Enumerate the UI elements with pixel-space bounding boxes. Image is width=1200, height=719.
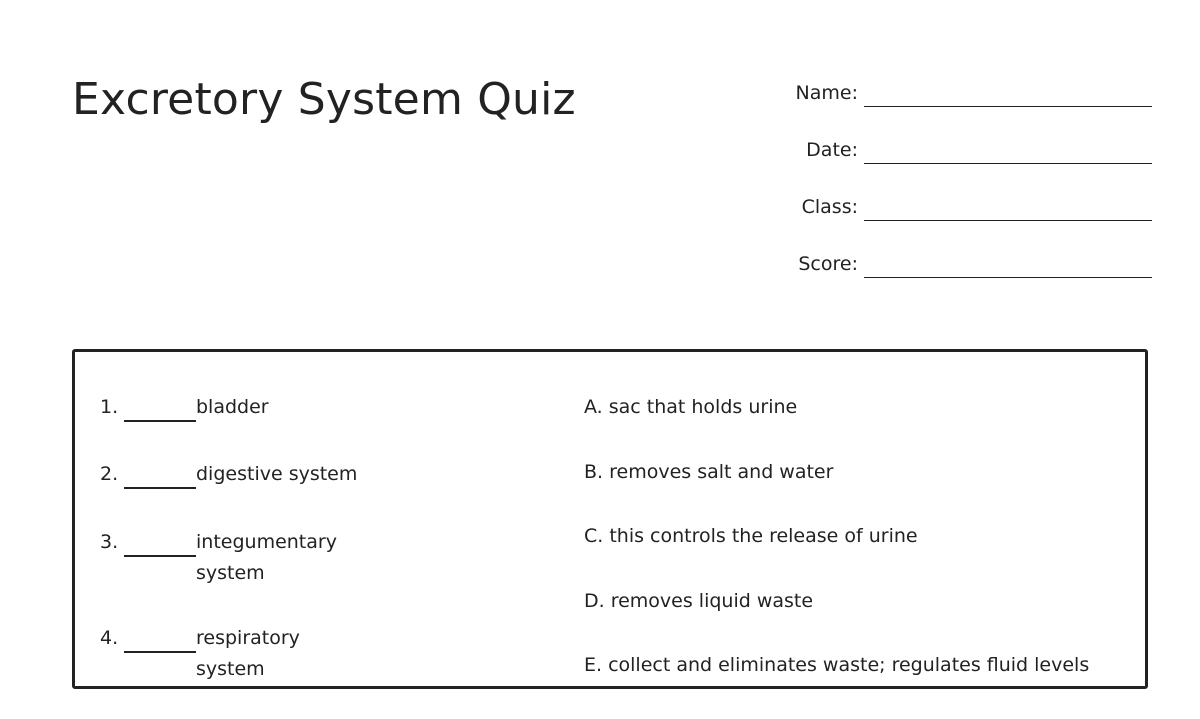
name-field (760, 76, 1152, 107)
term-number: 2. (100, 463, 119, 485)
score-label: Score: (798, 253, 858, 275)
student-info-fields (760, 76, 1152, 278)
date-input-line[interactable] (864, 135, 1152, 164)
term-number: 4. (100, 627, 119, 649)
term-text: bladder (196, 396, 269, 418)
date-label: Date: (806, 139, 858, 161)
definition-item: A. sac that holds urine (584, 396, 798, 418)
term-number: 3. (100, 531, 119, 553)
score-field (760, 221, 1152, 278)
terms-list (100, 392, 500, 719)
term-text: integumentary system (196, 531, 337, 584)
term-item (100, 392, 500, 459)
definition-item: E. collect and eliminates waste; regulates fluid levels (584, 654, 1090, 676)
definition-item: C. this controls the release of urine (584, 525, 918, 547)
answer-blank[interactable] (124, 392, 196, 422)
term-text: digestive system (196, 463, 358, 485)
answer-blank[interactable] (124, 527, 196, 557)
score-input-line[interactable] (864, 249, 1152, 278)
definition-item: D. removes liquid waste (584, 589, 814, 612)
term-item (100, 459, 500, 527)
term-item (100, 527, 500, 623)
definition-item: B. removes salt and water (584, 460, 834, 483)
date-field (760, 107, 1152, 164)
matching-questions-box (72, 349, 1148, 689)
page-title: Excretory System Quiz (72, 74, 576, 125)
name-label: Name: (795, 82, 858, 104)
class-input-line[interactable] (864, 192, 1152, 221)
name-input-line[interactable] (864, 78, 1152, 107)
definitions-list (584, 392, 1144, 715)
term-number: 1. (100, 396, 119, 418)
class-field (760, 164, 1152, 221)
term-text: respiratory system (196, 627, 300, 680)
answer-blank[interactable] (124, 623, 196, 653)
class-label: Class: (801, 196, 858, 218)
term-item (100, 623, 500, 719)
answer-blank[interactable] (124, 459, 196, 489)
